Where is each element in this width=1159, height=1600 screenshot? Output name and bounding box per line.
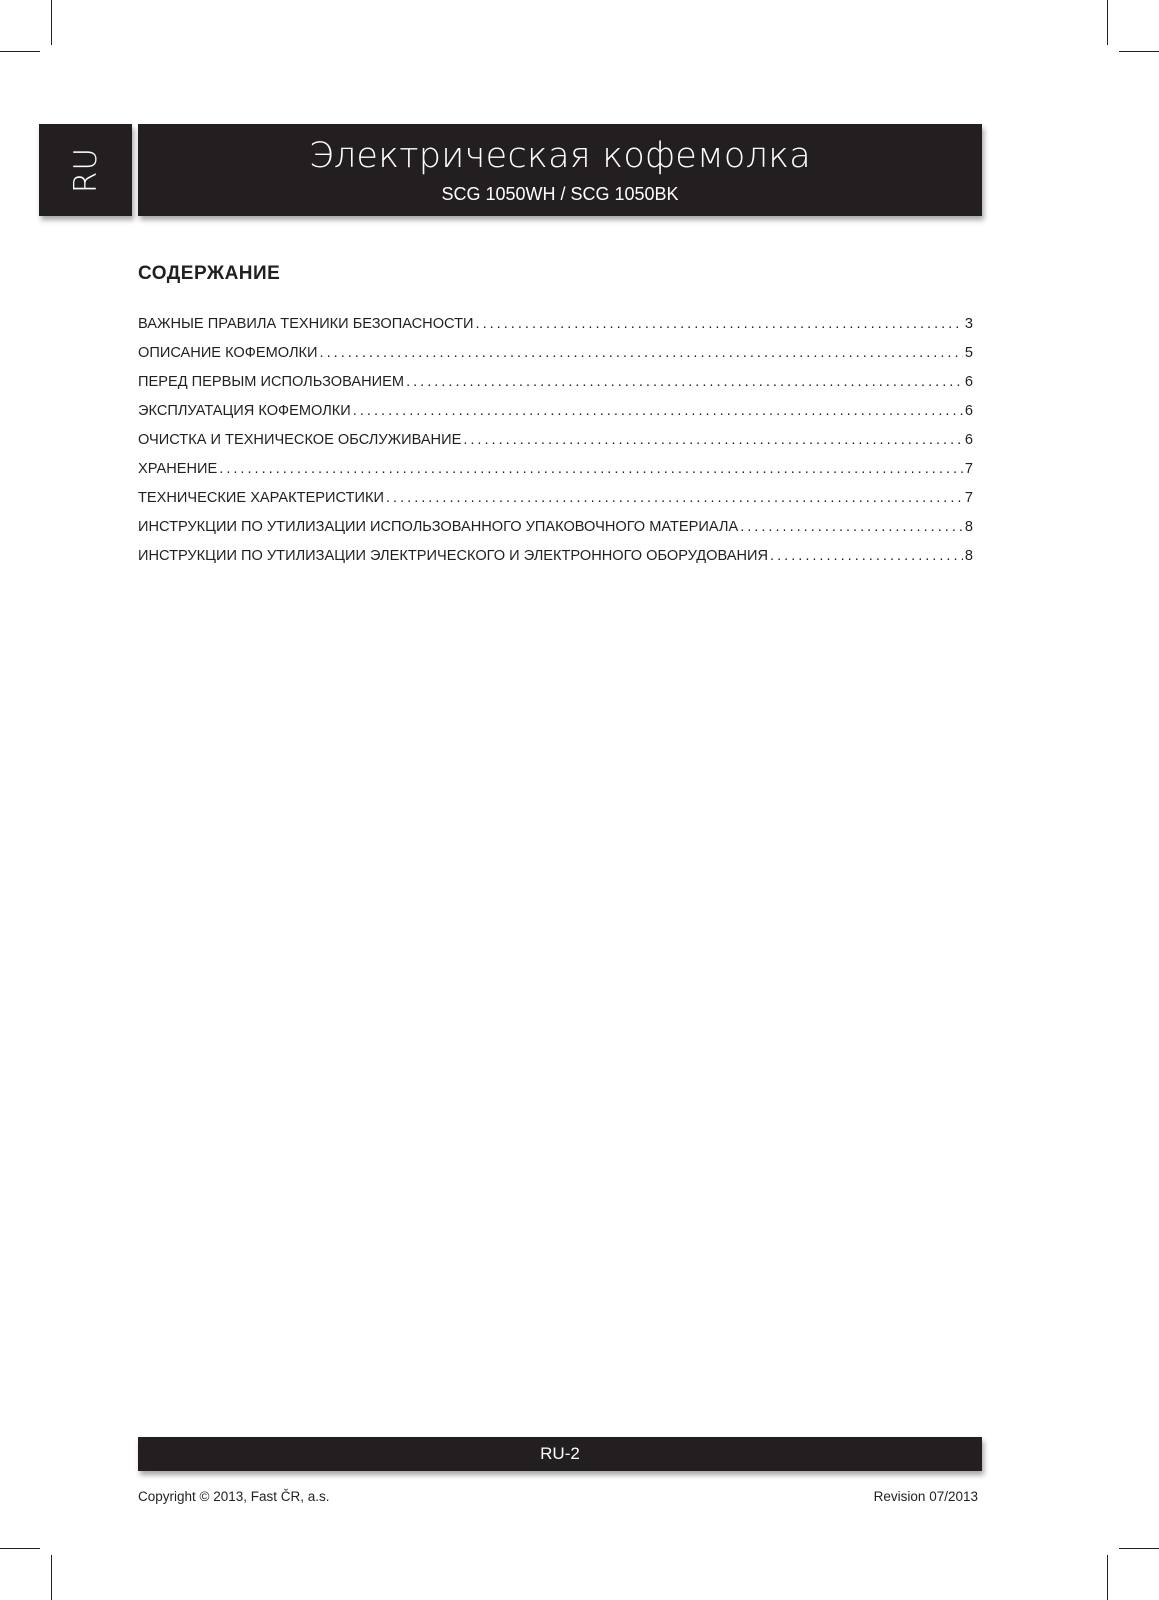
crop-mark bbox=[1107, 1555, 1108, 1600]
toc-entry[interactable] bbox=[138, 432, 973, 461]
table-of-contents bbox=[138, 316, 973, 577]
dot-leader bbox=[219, 461, 963, 477]
copyright-notice: Copyright © 2013, Fast ČR, a.s. bbox=[138, 1489, 330, 1504]
toc-heading: СОДЕРЖАНИЕ bbox=[138, 263, 281, 284]
toc-entry-page: 7 bbox=[964, 490, 973, 506]
footer-band bbox=[138, 1437, 982, 1471]
toc-entry[interactable] bbox=[138, 490, 973, 519]
crop-mark bbox=[0, 51, 40, 52]
dot-leader bbox=[320, 345, 963, 361]
toc-entry[interactable] bbox=[138, 519, 973, 548]
toc-entry-label: ТЕХНИЧЕСКИЕ ХАРАКТЕРИСТИКИ bbox=[138, 490, 384, 506]
revision-date: Revision 07/2013 bbox=[873, 1489, 978, 1504]
toc-entry[interactable] bbox=[138, 548, 973, 577]
toc-entry-page: 7 bbox=[964, 461, 973, 477]
toc-entry[interactable] bbox=[138, 461, 973, 490]
document-title: Электрическая кофемолка bbox=[308, 136, 812, 176]
toc-entry-label: ЭКСПЛУАТАЦИЯ КОФЕМОЛКИ bbox=[138, 403, 351, 419]
toc-entry-label: ИНСТРУКЦИИ ПО УТИЛИЗАЦИИ ИСПОЛЬЗОВАННОГО УПАКОВОЧНОГО МАТЕРИАЛА bbox=[138, 519, 739, 535]
crop-mark bbox=[51, 1555, 52, 1600]
toc-entry[interactable] bbox=[138, 345, 973, 374]
dot-leader bbox=[386, 490, 963, 506]
toc-entry-page: 6 bbox=[964, 403, 973, 419]
toc-entry-label: ОПИСАНИЕ КОФЕМОЛКИ bbox=[138, 345, 318, 361]
dot-leader bbox=[476, 316, 963, 332]
crop-mark bbox=[1107, 0, 1108, 45]
toc-entry-label: ПЕРЕД ПЕРВЫМ ИСПОЛЬЗОВАНИЕМ bbox=[138, 374, 405, 390]
toc-entry[interactable] bbox=[138, 374, 973, 403]
toc-entry-label: ИНСТРУКЦИИ ПО УТИЛИЗАЦИИ ЭЛЕКТРИЧЕСКОГО И ЭЛЕКТРОННОГО ОБОРУДОВАНИЯ bbox=[138, 548, 769, 564]
toc-entry-page: 5 bbox=[964, 345, 973, 361]
language-tab bbox=[39, 124, 132, 216]
toc-entry-label: ВАЖНЫЕ ПРАВИЛА ТЕХНИКИ БЕЗОПАСНОСТИ bbox=[138, 316, 474, 332]
toc-entry-page: 6 bbox=[964, 374, 973, 390]
dot-leader bbox=[740, 519, 963, 535]
language-code: RU bbox=[67, 146, 104, 194]
toc-entry-page: 8 bbox=[964, 548, 973, 564]
toc-entry-page: 8 bbox=[964, 519, 973, 535]
dot-leader bbox=[353, 403, 963, 419]
toc-entry-label: ХРАНЕНИЕ bbox=[138, 461, 218, 477]
page-number: RU-2 bbox=[540, 1444, 580, 1463]
toc-entry-label: ОЧИСТКА И ТЕХНИЧЕСКОЕ ОБСЛУЖИВАНИЕ bbox=[138, 432, 462, 448]
crop-mark bbox=[51, 0, 52, 45]
toc-entry-page: 6 bbox=[964, 432, 973, 448]
crop-mark bbox=[1119, 1548, 1159, 1549]
dot-leader bbox=[770, 548, 963, 564]
dot-leader bbox=[463, 432, 963, 448]
dot-leader bbox=[406, 374, 963, 390]
crop-mark bbox=[1119, 51, 1159, 52]
toc-entry[interactable] bbox=[138, 316, 973, 345]
crop-mark bbox=[0, 1548, 40, 1549]
toc-entry-page: 3 bbox=[964, 316, 973, 332]
model-numbers: SCG 1050WH / SCG 1050BK bbox=[441, 184, 679, 204]
toc-entry[interactable] bbox=[138, 403, 973, 432]
header-band bbox=[138, 124, 982, 216]
